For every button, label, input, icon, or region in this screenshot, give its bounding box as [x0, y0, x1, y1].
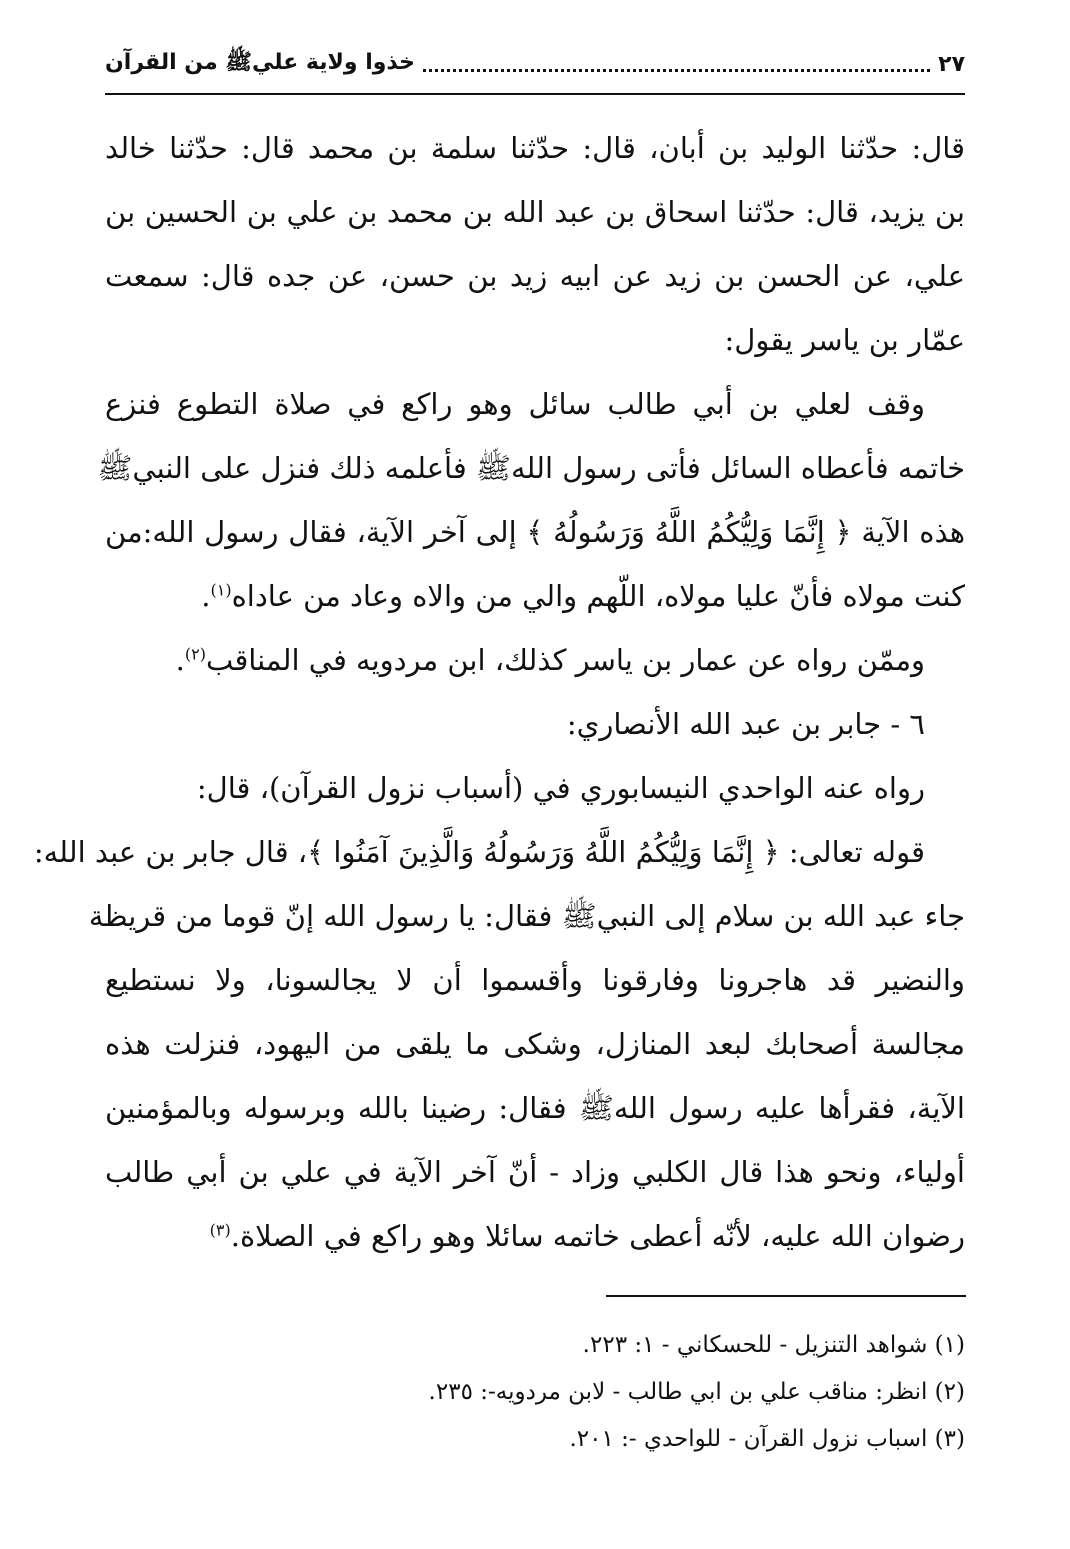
footnote-ref-2: (٢) [184, 644, 206, 664]
text-line: عمّار بن ياسر يقول: [724, 323, 965, 357]
text-line: جاء عبد الله بن سلام إلى النبيﷺ فقال: يا رسول الله إنّ قوما من قريظة [88, 899, 965, 933]
footnote-3: (٣) اسباب نزول القرآن - للواحدي -: ٢٠١. [569, 1426, 965, 1452]
text-line: والنضير قد هاجرونا وفارقونا وأقسموا أن لا يجالسونا، ولا نستطيع [105, 963, 965, 997]
header-rule [105, 93, 965, 95]
line-end-dot: . [201, 579, 211, 613]
header-leader-dots [423, 69, 930, 72]
text-line-with-footnote [105, 1208, 965, 1264]
text-line: علي، عن الحسن بن زيد عن ابيه زيد بن حسن، عن جده قال: سمعت [105, 259, 965, 293]
text-line: قال: حدّثنا الوليد بن أبان، قال: حدّثنا سلمة بن محمد قال: حدّثنا خالد [105, 131, 965, 165]
footnote-rule [606, 1295, 966, 1297]
text-line-with-footnote [105, 568, 965, 624]
page-number: ٢٧ [938, 51, 965, 77]
line-text: وممّن رواه عن عمار بن ياسر كذلك، ابن مردويه في المناقب [205, 643, 925, 677]
line-end-dot: . [175, 643, 185, 677]
text-line: أولياء، ونحو هذا قال الكلبي وزاد - أنّ آخر الآية في علي بن أبي طالب [105, 1155, 965, 1189]
line-text: رضوان الله عليه، لأنّه أعطى خاتمه سائلا وهو راكع في الصلاة. [230, 1219, 965, 1253]
text-line: رواه عنه الواحدي النيسابوري في (أسباب نزول القرآن)، قال: [196, 771, 925, 805]
text-line: مجالسة أصحابك لبعد المنازل، وشكى ما يلقى من اليهود، فنزلت هذه [105, 1027, 965, 1061]
footnote-ref-3: (٣) [209, 1220, 231, 1240]
running-title: خذوا ولاية عليﷺ من القرآن [105, 50, 415, 75]
running-header [105, 44, 965, 84]
text-line-with-footnote [105, 632, 965, 688]
text-line: خاتمه فأعطاه السائل فأتى رسول اللهﷺ فأعلمه ذلك فنزل على النبيﷺ [97, 451, 965, 485]
text-line: الآية، فقرأها عليه رسول اللهﷺ فقال: رضينا بالله وبرسوله وبالمؤمنين [105, 1091, 965, 1125]
line-text: كنت مولاه فأنّ عليا مولاه، اللّهم والي من والاه وعاد من عاداه [231, 579, 965, 613]
text-line: قوله تعالى: ﴿ إِنَّمَا وَلِيُّكُمُ اللَّهُ وَرَسُولُهُ وَالَّذِينَ آمَنُوا ﴾، قال جابر بن عبد الله: [33, 835, 925, 869]
text-line: بن يزيد، قال: حدّثنا اسحاق بن عبد الله بن محمد بن علي بن الحسين بن [105, 195, 965, 229]
footnote-2: (٢) انظر: مناقب علي بن ابي طالب - لابن مردويه-: ٢٣٥. [428, 1379, 965, 1405]
footnote-1: (١) شواهد التنزيل - للحسكاني - ١: ٢٢٣. [582, 1332, 965, 1358]
section-heading: ٦ - جابر بن عبد الله الأنصاري: [566, 707, 925, 741]
text-line: هذه الآية ﴿ إِنَّمَا وَلِيُّكُمُ اللَّهُ وَرَسُولُهُ ﴾ إلى آخر الآية، فقال رسول الله:من [105, 515, 965, 549]
footnote-ref-1: (١) [210, 580, 232, 600]
text-line: وقف لعلي بن أبي طالب سائل وهو راكع في صلاة التطوع فنزع [105, 387, 925, 421]
